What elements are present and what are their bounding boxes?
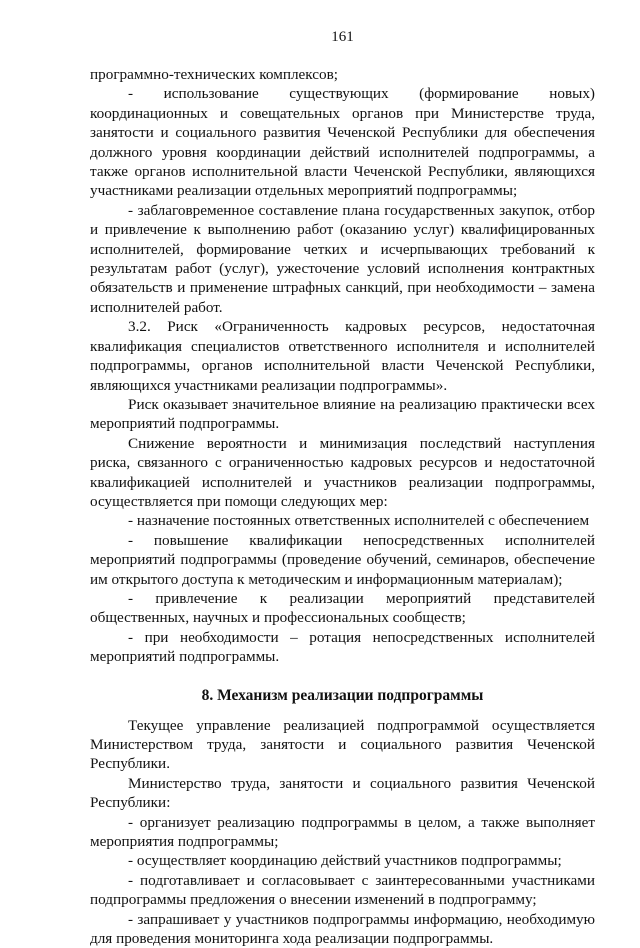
list-item-paragraph: - организует реализацию подпрограммы в целом, а также выполняет мероприятия подпрограммы; [90, 813, 595, 851]
document-body [90, 65, 595, 948]
list-item-paragraph: - заблаговременное составление плана государственных закупок, отбор и привлечение к выполнению работ (оказанию услуг) квалифицированных исполнителей, формирование четких и исчерпывающих требований к результатам работ (услуг), ужесточение условий исполнения контрактных обязательств и применение штрафных санкций, при необходимости – замена исполнителей работ. [90, 201, 595, 316]
section-heading: 8. Механизм реализации подпрограммы [201, 686, 484, 704]
list-item-paragraph: - назначение постоянных ответственных исполнителей с обеспечением [128, 512, 590, 530]
paragraph: Снижение вероятности и минимизация последствий наступления риска, связанного с ограниченностью кадровых ресурсов и недостаточной квалификацией исполнителей и участников реализации подпрограммы, осуществляется при помощи следующих мер: [90, 434, 595, 510]
list-item-paragraph: - повышение квалификации непосредственных исполнителей мероприятий подпрограммы (проведение обучений, семинаров, обеспечение им открытого доступа к методическим и информационным материалам); [90, 531, 595, 588]
list-item-paragraph: - осуществляет координацию действий участников подпрограммы; [128, 852, 562, 870]
list-item-paragraph: - при необходимости – ротация непосредственных исполнителей мероприятий подпрограммы. [90, 628, 595, 666]
page-number: 161 [331, 29, 354, 45]
paragraph: программно-технических комплексов; [90, 66, 338, 83]
risk-paragraph: 3.2. Риск «Ограниченность кадровых ресурсов, недостаточная квалификация специалистов ответственного исполнителя и исполнителей подпрограммы, органов исполнительной власти Чеченской Республики, являющихся участниками реализации подпрограммы». [90, 318, 595, 394]
paragraph: Министерство труда, занятости и социального развития Чеченской Республики: [90, 774, 595, 812]
paragraph: Текущее управление реализацией подпрограммой осуществляется Министерством труда, занятости и социального развития Чеченской Республики. [90, 716, 595, 773]
paragraph: Риск оказывает значительное влияние на реализацию практически всех мероприятий подпрограммы. [90, 395, 595, 433]
list-item-paragraph: - использование существующих (формирование новых) координационных и совещательных органов при Министерстве труда, занятости и социального развития Чеченской Республики для обеспечения должного уровня координации действий исполнителей подпрограммы, а также органов исполнительной власти Чеченской Республики, являющихся участниками реализации отдельных мероприятий подпрограммы; [90, 85, 595, 200]
document-page [90, 28, 595, 948]
list-item-paragraph: - запрашивает у участников подпрограммы информацию, необходимую для проведения мониторинга хода реализации подпрограммы. [90, 910, 595, 948]
list-item-paragraph: - подготавливает и согласовывает с заинтересованными участниками подпрограммы предложения о внесении изменений в подпрограмму; [90, 871, 595, 909]
list-item-paragraph: - привлечение к реализации мероприятий представителей общественных, научных и профессиональных сообществ; [90, 589, 595, 627]
